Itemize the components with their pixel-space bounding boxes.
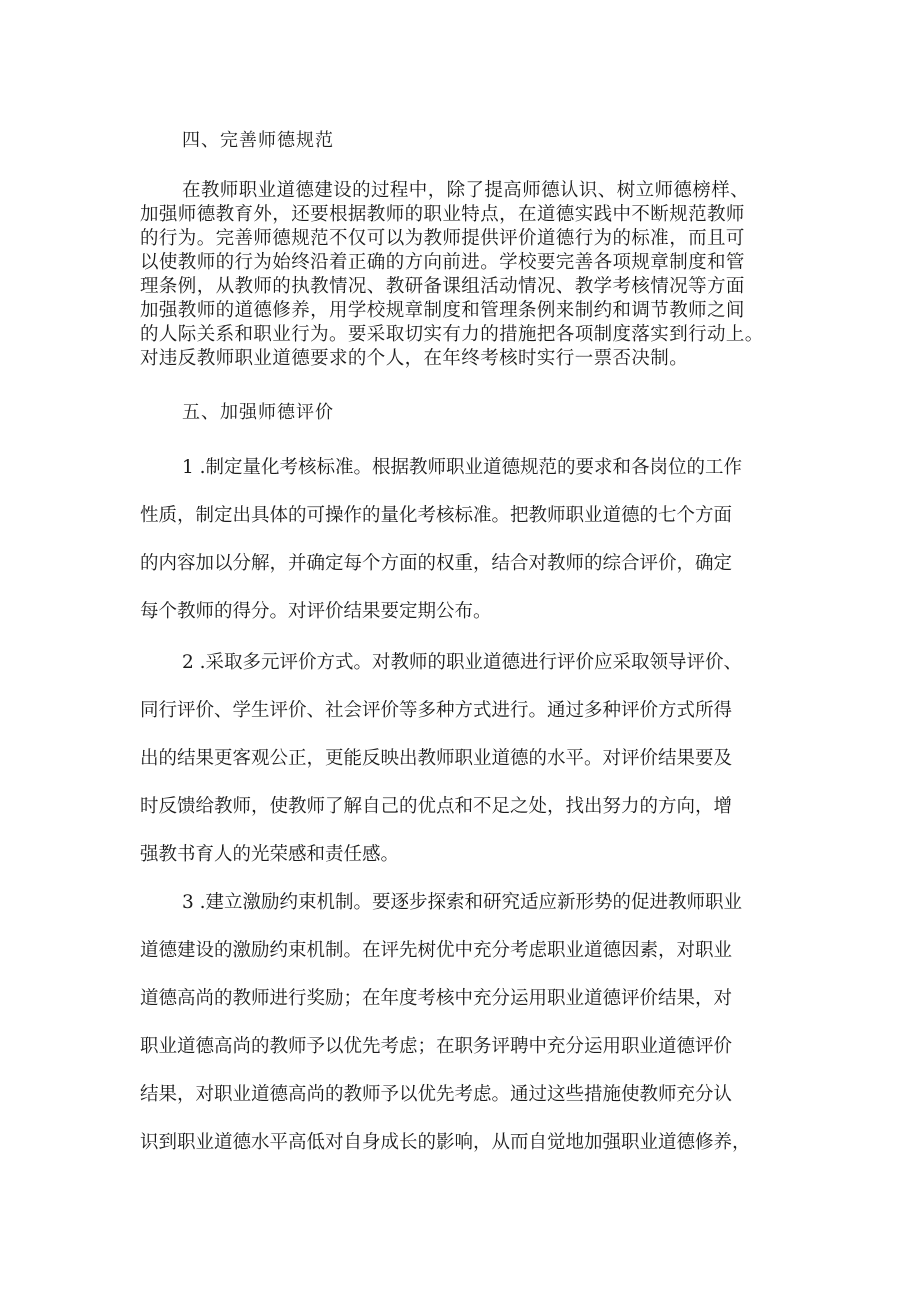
paragraph-line: 以使教师的行为始终沿着正确的方向前进。学校要完善各项规章制度和管	[140, 252, 745, 273]
item-line: 结果，对职业道德高尚的教师予以优先考虑。通过这些措施使教师充分认	[140, 1084, 733, 1105]
paragraph-line: 理条例，从教师的执教情况、教研备课组活动情况、教学考核情况等方面	[140, 276, 745, 297]
item-line: 道德高尚的教师进行奖励；在年度考核中充分运用职业道德评价结果，对	[140, 988, 733, 1009]
paragraph-line: 在教师职业道德建设的过程中，除了提高师德认识、树立师德榜样、	[182, 180, 750, 201]
item-line: 同行评价、学生评价、社会评价等多种方式进行。通过多种评价方式所得	[140, 700, 733, 721]
paragraph-line: 加强教师的道德修养，用学校规章制度和管理条例来制约和调节教师之间	[140, 300, 745, 321]
section-4-heading: 四、完善师德规范	[182, 130, 334, 151]
paragraph-line: 的行为。完善师德规范不仅可以为教师提供评价道德行为的标准，而且可	[140, 228, 745, 249]
item-line: 道德建设的激励约束机制。在评先树优中充分考虑职业道德因素，对职业	[140, 940, 733, 961]
item-line: 2 .采取多元评价方式。对教师的职业道德进行评价应采取领导评价、	[182, 652, 743, 673]
item-line: 职业道德高尚的教师予以优先考虑；在职务评聘中充分运用职业道德评价	[140, 1036, 733, 1057]
item-line: 每个教师的得分。对评价结果要定期公布。	[140, 601, 492, 622]
item-line: 性质，制定出具体的可操作的量化考核标准。把教师职业道德的七个方面	[140, 505, 733, 526]
paragraph-line: 加强师德教育外，还要根据教师的职业特点，在道德实践中不断规范教师	[140, 204, 745, 225]
paragraph-line: 的人际关系和职业行为。要采取切实有力的措施把各项制度落实到行动上。	[140, 324, 764, 345]
item-line: 3 .建立激励约束机制。要逐步探索和研究适应新形势的促进教师职业	[182, 892, 743, 913]
item-line: 强教书育人的光荣感和责任感。	[140, 844, 400, 865]
item-line: 时反馈给教师，使教师了解自己的优点和不足之处，找出努力的方向，增	[140, 796, 733, 817]
item-line: 出的结果更客观公正，更能反映出教师职业道德的水平。对评价结果要及	[140, 748, 733, 769]
item-line: 1 .制定量化考核标准。根据教师职业道德规范的要求和各岗位的工作	[182, 457, 743, 478]
item-line: 的内容加以分解，并确定每个方面的权重，结合对教师的综合评价，确定	[140, 553, 733, 574]
item-line: 识到职业道德水平高低对自身成长的影响，从而自觉地加强职业道德修养，	[140, 1132, 751, 1153]
section-5-heading: 五、加强师德评价	[182, 402, 334, 423]
paragraph-line: 对违反教师职业道德要求的个人，在年终考核时实行一票否决制。	[140, 348, 689, 369]
